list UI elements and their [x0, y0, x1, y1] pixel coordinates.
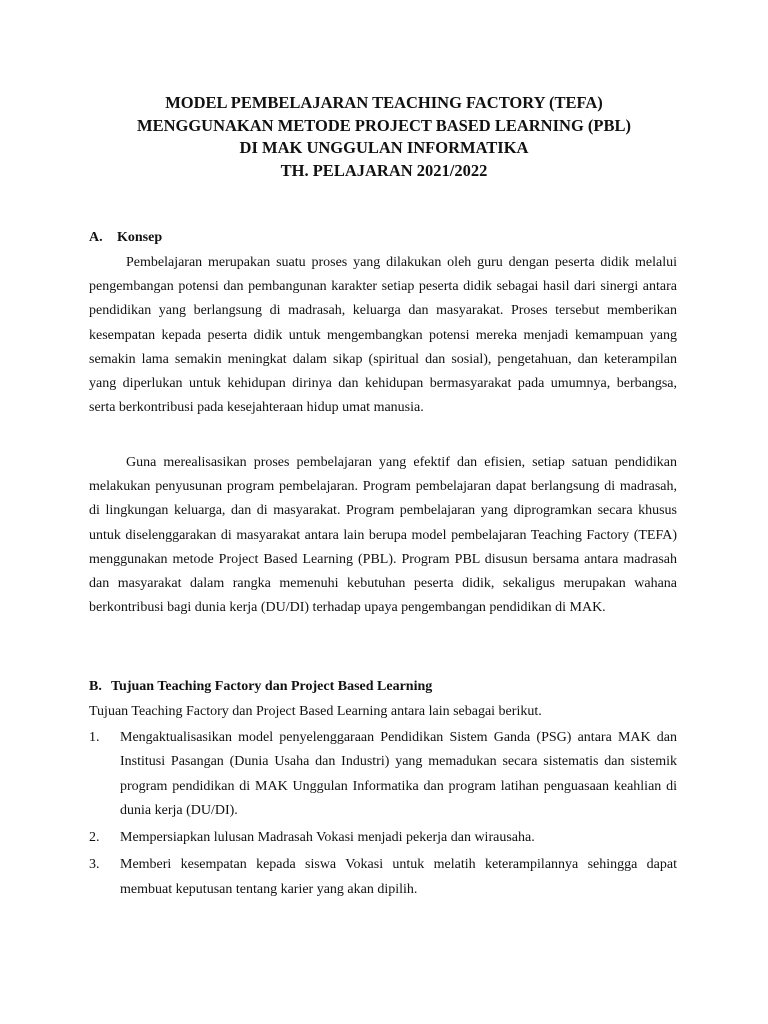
- section-b-intro: Tujuan Teaching Factory dan Project Based Learning antara lain sebagai berikut.: [89, 704, 542, 719]
- section-b-list: [89, 726, 677, 902]
- section-a-paragraph-1: Pembelajaran merupakan suatu proses yang dilakukan oleh guru dengan peserta didik melalui pengembangan potensi dan pembangunan karakter setiap peserta didik sebagai hasil dari sinergi antara pendidikan yang berlangsung di madrasah, keluarga dan masyarakat. Proses tersebut memberikan kesempatan kepada peserta didik untuk mengembangkan potensi mereka menjadi kemampuan yang semakin lama semakin meningkat dalam sikap (spiritual dan sosial), pengetahuan, dan keterampilan yang diperlukan untuk kehidupan dirinya dan kehidupan bermasyarakat pada umumnya, berbangsa, serta berkontribusi pada kesejahteraan hidup umat manusia.: [89, 255, 677, 416]
- document-title: [0, 92, 768, 182]
- list-item-number: 1.: [89, 730, 100, 745]
- title-line-3: DI MAK UNGGULAN INFORMATIKA: [239, 138, 529, 157]
- list-item: [89, 726, 677, 823]
- title-line-4: TH. PELAJARAN 2021/2022: [280, 160, 488, 180]
- section-a-heading: [89, 228, 162, 248]
- section-b-title: Tujuan Teaching Factory dan Project Based Learning: [111, 679, 433, 694]
- title-line-1: MODEL PEMBELAJARAN TEACHING FACTORY (TEFA): [165, 93, 603, 112]
- list-item-number: 3.: [89, 857, 100, 873]
- list-item-number: 2.: [89, 830, 100, 846]
- list-item-text: Mempersiapkan lulusan Madrasah Vokasi menjadi pekerja dan wirausaha.: [120, 830, 535, 846]
- list-item-text: Mengaktualisasikan model penyelenggaraan Pendidikan Sistem Ganda (PSG) antara MAK dan Institusi Pasangan (Dunia Usaha dan Industri) yang memadukan secara sistematis dan sistemik program pendidikan di MAK Unggulan Informatika dan program latihan penguasaan keahlian di dunia kerja (DU/DI).: [120, 730, 677, 818]
- section-a-title: Konsep: [117, 230, 163, 245]
- section-a-letter: A.: [89, 230, 103, 245]
- title-line-2: MENGGUNAKAN METODE PROJECT BASED LEARNING (PBL): [137, 115, 631, 135]
- list-item: [89, 826, 677, 850]
- section-b-heading: [89, 677, 432, 697]
- list-item: [89, 853, 677, 902]
- list-item-text: Memberi kesempatan kepada siswa Vokasi untuk melatih keterampilannya sehingga dapat membuat keputusan tentang karier yang akan dipilih.: [120, 857, 677, 897]
- section-a-paragraph-2: Guna merealisasikan proses pembelajaran yang efektif dan efisien, setiap satuan pendidikan melakukan penyusunan program pembelajaran. Program pembelajaran dapat berlangsung di madrasah, di lingkungan keluarga, dan di masyarakat. Program pembelajaran yang diprogramkan secara khusus untuk diselenggarakan di masyarakat antara lain berupa model pembelajaran Teaching Factory (TEFA) menggunakan metode Project Based Learning (PBL). Program PBL disusun bersama antara madrasah dan masyarakat dalam rangka memenuhi kebutuhan peserta didik, sekaligus merupakan wahana berkontribusi bagi dunia kerja (DU/DI) terhadap upaya pengembangan pendidikan di MAK.: [89, 455, 677, 616]
- section-b-letter: B.: [89, 679, 102, 694]
